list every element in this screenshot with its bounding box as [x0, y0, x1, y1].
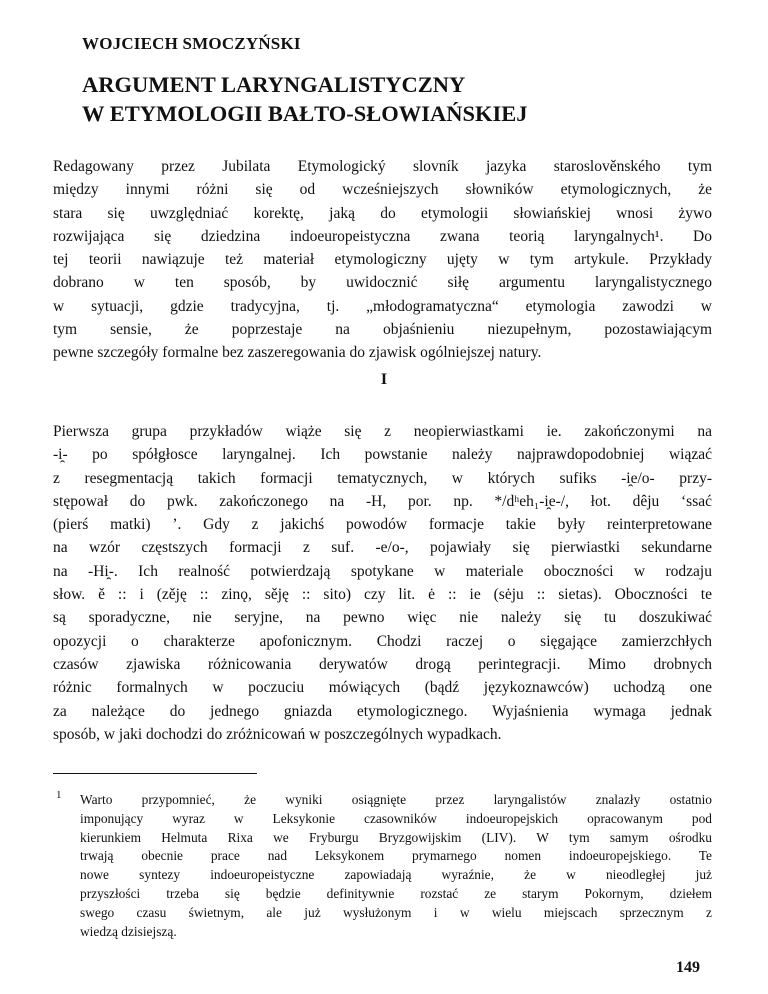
- text-line: opozycji o charakterze apofonicznym. Chodzi raczej o sięgające zamierzchłych: [53, 632, 712, 650]
- footnote-line: trwają obecnie prace nad Leksykonem prymarnego nomen indoeuropejskiego. Te: [80, 848, 712, 864]
- text-line: między innymi różni się od wcześniejszych słowników etymologicznych, że: [53, 181, 712, 199]
- page-number: 149: [676, 959, 700, 976]
- text-line: stępował do pwk. zakończonego na -H, por. np. */dʰeh₁-i̯e-/, łot. dêju ‘ssać: [53, 492, 712, 510]
- footnote-line: imponujący wyraz w Leksykonie czasowników indoeuropejskich opracowanym pod: [80, 810, 712, 826]
- text-line: na -Hi̯-. Ich realność potwierdzają spotykane w materiale oboczności w rodzaju: [53, 562, 712, 580]
- text-line: sposób, w jaki dochodzi do zróżnicowań w poszczególnych wypadkach.: [53, 725, 502, 743]
- text-line: w sytuacji, gdzie tradycyjna, tj. „młodogramatyczna“ etymologia zawodzi w: [53, 297, 712, 315]
- author-name: WOJCIECH SMOCZYŃSKI: [82, 34, 301, 53]
- title-line: W ETYMOLOGII BAŁTO-SŁOWIAŃSKIEJ: [82, 101, 528, 126]
- footnote-line: przyszłości trzeba się będzie definitywnie rozstać ze starym Pokornym, dziełem: [80, 885, 712, 901]
- text-line: za należące do jednego gniazda etymologicznego. Wyjaśnienia wymaga jednak: [53, 702, 712, 720]
- text-line: słow. ě :: i (zěję :: zinǫ, sěję :: sito) czy lit. ė :: ie (sėju :: sietas). Oboczności te: [53, 586, 712, 604]
- text-line: rozwijająca się dziedzina indoeuropeistyczna zwana teorią laryngalnych¹. Do: [53, 227, 712, 245]
- text-line: stara się uwzględniać korektę, jaką do etymologii słowiańskiej wnosi żywo: [53, 204, 712, 222]
- footnote-line: nowe syntezy indoeuropeistyczne zapowiadają wyraźnie, że w nieodległej już: [80, 867, 712, 883]
- footnote-divider: [53, 773, 257, 774]
- text-line: dobrano w ten sposób, by uwidocznić siłę argumentu laryngalistycznego: [53, 274, 712, 292]
- text-line: na wzór częstszych formacji z suf. -e/o-, pojawiały się pierwiastki sekundarne: [53, 539, 712, 557]
- body-paragraph: [53, 420, 712, 746]
- text-line: -i̯- po spółgłosce laryngalnej. Ich powstanie należy najprawdopodobniej wiązać: [53, 446, 712, 464]
- text-line: Pierwsza grupa przykładów wiąże się z neopierwiastkami ie. zakończonymi na: [53, 423, 712, 440]
- footnote-line: kierunkiem Helmuta Rixa we Fryburgu Bryzgowijskim (LIV). W tym samym ośrodku: [80, 829, 712, 845]
- article-title: [82, 70, 702, 128]
- footnote-line: swego czasu świetnym, ale już wysłużonym i w wielu miejscach sprzecznym z: [80, 904, 712, 920]
- footnote: [80, 791, 712, 941]
- text-line: z resegmentacją takich formacji tematycznych, w których sufiks -i̯e/o- przy-: [53, 469, 712, 487]
- footnote-marker: 1: [56, 789, 62, 801]
- text-line: są sporadyczne, nie seryjne, na pewno więc nie należy się tu doszukiwać: [53, 609, 712, 627]
- text-line: Redagowany przez Jubilata Etymologický slovník jazyka staroslověnského tym: [53, 158, 712, 175]
- text-line: (pierś matki) ’. Gdy z jakichś powodów formacje takie były reinterpretowane: [53, 516, 712, 534]
- title-line: ARGUMENT LARYNGALISTYCZNY: [82, 72, 466, 97]
- text-line: różnic formalnych w poczuciu mówiących (bądź językoznawców) uchodzą one: [53, 679, 712, 697]
- text-line: tej teorii nawiązuje też materiał etymologiczny ujęty w tym artykule. Przykłady: [53, 251, 712, 269]
- footnote-line: wiedzą dzisiejszą.: [80, 923, 177, 939]
- text-line: czasów zjawiska różnicowania derywatów drogą perintegracji. Mimo drobnych: [53, 655, 712, 673]
- footnote-line: Warto przypomnieć, że wyniki osiągnięte przez laryngalistów znalazły ostatnio: [80, 792, 712, 807]
- intro-paragraph: [53, 155, 712, 365]
- text-line: pewne szczegóły formalne bez zaszeregowania do zjawisk ogólniejszej natury.: [53, 344, 542, 362]
- section-number: I: [380, 371, 388, 388]
- text-line: tym sensie, że poprzestaje na objaśnieniu niezupełnym, pozostawiającym: [53, 321, 712, 339]
